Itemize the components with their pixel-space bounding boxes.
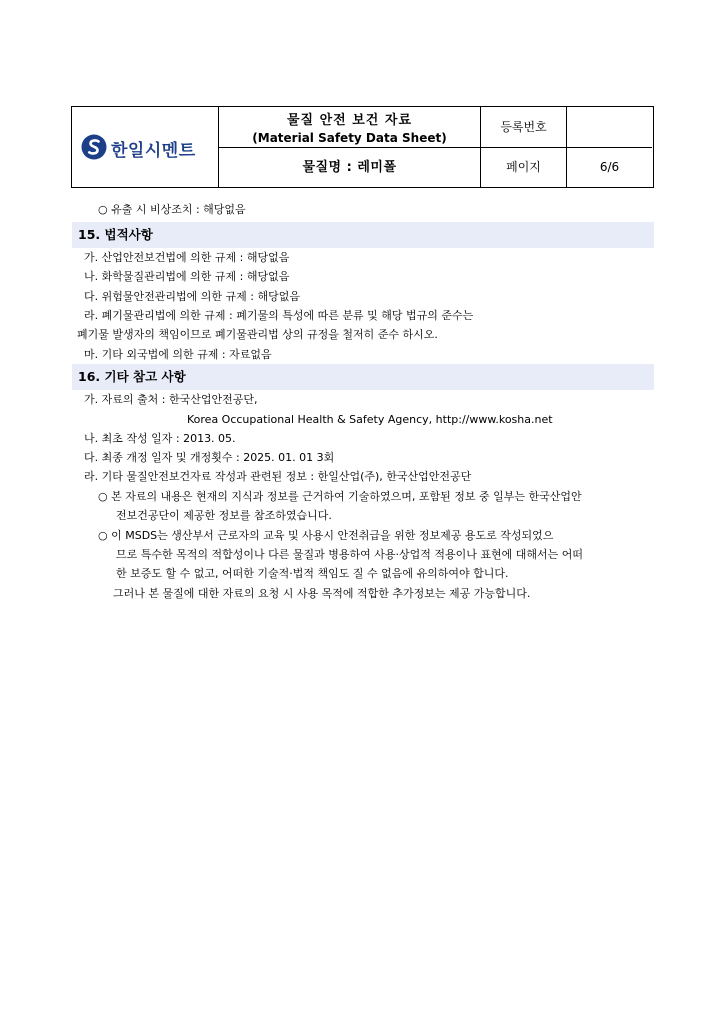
- reg-no-label: 등록번호: [500, 120, 547, 134]
- material-name: 물질명 : 레미폴: [302, 160, 397, 175]
- section-16-line: 가. 자료의 출처 : 한국산업안전공단,: [84, 393, 258, 406]
- page-label-cell: [481, 148, 567, 187]
- section-16-line: 라. 기타 물질안전보건자료 작성과 관련된 정보 : 한일산업(주), 한국산업안전공단: [84, 470, 472, 483]
- page-value-cell: [567, 148, 652, 187]
- section-15-line: 다. 위험물안전관리법에 의한 규제 : 해당없음: [84, 290, 300, 303]
- section-16-line: 전보건공단이 제공한 정보를 참조하였습니다.: [116, 509, 332, 522]
- material-name-cell: [219, 148, 481, 187]
- section-15-heading: 15. 법적사항: [72, 222, 654, 248]
- section-15-line: 라. 폐기물관리법에 의한 규제 : 폐기물의 특성에 따른 분류 및 해당 법규의 준수는: [84, 309, 474, 322]
- section-15-line: 폐기물 발생자의 책임이므로 폐기물관리법 상의 규정을 철저히 준수 하시오.: [77, 328, 438, 341]
- leak-note: ○ 유출 시 비상조치 : 해당없음: [98, 203, 246, 216]
- document-title-ko: 물질 안전 보건 자료: [286, 113, 413, 128]
- document-header-table: [71, 106, 654, 188]
- section-16-line: 다. 최종 개정 일자 및 개정횟수 : 2025. 01. 01 3회: [84, 451, 335, 464]
- section-15-line: 나. 화학물질관리법에 의한 규제 : 해당없음: [84, 270, 290, 283]
- page-number: 6/6: [599, 160, 620, 174]
- company-logo-icon: [81, 134, 107, 160]
- section-16-line: Korea Occupational Health & Safety Agency, http://www.kosha.net: [187, 413, 553, 426]
- section-15-line: 마. 기타 외국법에 의한 규제 : 자료없음: [84, 348, 272, 361]
- section-16-line: ○ 본 자료의 내용은 현재의 지식과 정보를 근거하여 기술하였으며, 포함된 정보 중 일부는 한국산업안: [98, 490, 582, 503]
- page-label: 페이지: [506, 160, 541, 174]
- company-name: 한일시멘트: [111, 141, 196, 161]
- title-cell: [219, 107, 481, 148]
- section-16-heading: 16. 기타 참고 사항: [72, 364, 654, 390]
- section-16-line: 그러나 본 물질에 대한 자료의 요청 시 사용 목적에 적합한 추가정보는 제공 가능합니다.: [113, 587, 531, 600]
- document-title-en: (Material Safety Data Sheet): [252, 131, 447, 145]
- section-16-line: 한 보증도 할 수 없고, 어떠한 기술적·법적 책임도 질 수 없음에 유의하여야 합니다.: [116, 567, 509, 580]
- section-16-line: ○ 이 MSDS는 생산부서 근로자의 교육 및 사용시 안전취급을 위한 정보제공 용도로 작성되었으: [98, 529, 554, 542]
- reg-no-value-cell: [567, 107, 652, 148]
- section-16-line: 나. 최초 작성 일자 : 2013. 05.: [84, 432, 236, 445]
- company-logo: [81, 134, 211, 164]
- logo-cell: [72, 107, 219, 187]
- section-16-line: 므로 특수한 목적의 적합성이나 다른 물질과 병용하여 사용·상업적 적용이나 표현에 대해서는 어떠: [116, 548, 583, 561]
- reg-no-label-cell: [481, 107, 567, 148]
- section-15-line: 가. 산업안전보건법에 의한 규제 : 해당없음: [84, 251, 290, 264]
